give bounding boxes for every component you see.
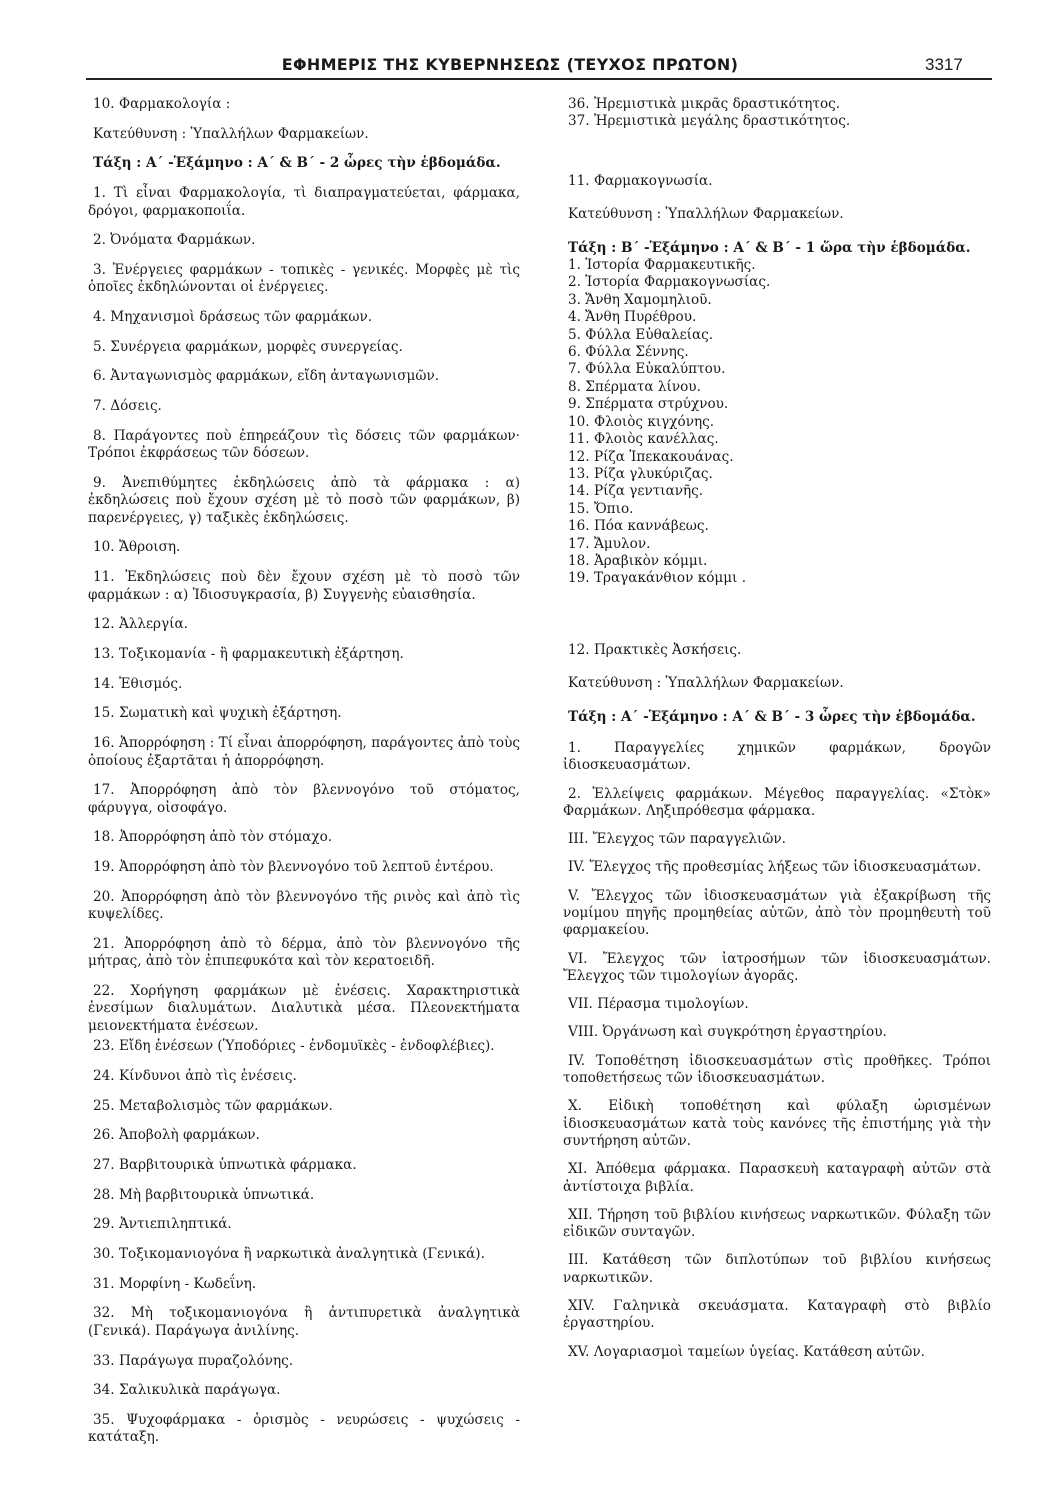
left-column-paragraph: 20. Ἀπορρόφηση ἀπὸ τὸν βλεννογόνο τῆς ρινὸς καὶ ἀπὸ τὶς κυψελίδες. <box>88 888 520 923</box>
left-column-paragraph: Τάξη : Α΄ -Ἑξάμηνο : Α΄ & Β΄ - 2 ὧρες τὴν ἑβδομάδα. <box>93 155 501 172</box>
left-column-paragraph: 25. Μεταβολισμὸς τῶν φαρμάκων. <box>93 1097 333 1114</box>
left-column-paragraph: 24. Κίνδυνοι ἀπὸ τὶς ἐνέσεις. <box>93 1067 297 1084</box>
left-column-paragraph: 18. Ἀπορρόφηση ἀπὸ τὸν στόμαχο. <box>93 829 333 846</box>
left-column-paragraph: 9. Ἀνεπιθύμητες ἐκδηλώσεις ἀπὸ τὰ φάρμακα : α) ἐκδηλώσεις ποὺ ἔχουν σχέση μὲ τὸ ποσὸ τῶν φαρμάκων, β) παρενέργειες, γ) ταξικὲς ἐκδηλώσεις. <box>88 474 520 526</box>
left-column-paragraph: 15. Σωματικὴ καὶ ψυχικὴ ἐξάρτηση. <box>93 705 342 722</box>
left-column-paragraph: 16. Ἀπορρόφηση : Τί εἶναι ἀπορρόφηση, παράγοντες ἀπὸ τοὺς ὁποίους ἐξαρτᾶται ἡ ἀπορρόφηση. <box>88 735 520 769</box>
right-column <box>563 96 991 1361</box>
left-column-paragraph: 12. Ἀλλεργία. <box>93 616 188 633</box>
left-column-paragraph: 32. Μὴ τοξικομανιογόνα ἢ ἀντιπυρετικὰ ἀναλγητικὰ (Γενικά). Παράγωγα ἀνιλίνης. <box>88 1305 520 1339</box>
right-column-paragraph: 12. Ρίζα Ἰπεκακουάνας. <box>568 448 734 465</box>
right-column-paragraph: III. Κατάθεση τῶν διπλοτύπων τοῦ βιβλίου κινήσεως ναρκωτικῶν. <box>563 1252 991 1286</box>
right-column-paragraph: VII. Πέρασμα τιμολογίων. <box>568 996 749 1013</box>
gazette-title: ΕΦΗΜΕΡΙΣ ΤΗΣ ΚΥΒΕΡΝΗΣΕΩΣ (ΤΕΥΧΟΣ ΠΡΩΤΟΝ) <box>281 55 739 74</box>
right-column-paragraph: 16. Πόα καννάβεως. <box>568 518 709 535</box>
right-column-paragraph: 14. Ρίζα γεντιανῆς. <box>568 483 704 500</box>
right-column-paragraph: 1. Παραγγελίες χημικῶν φαρμάκων, δρογῶν ἰδιοσκευασμάτων. <box>563 739 991 774</box>
right-column-paragraph: XII. Τήρηση τοῦ βιβλίου κινήσεως ναρκωτικῶν. Φύλαξη τῶν εἰδικῶν συνταγῶν. <box>563 1206 991 1241</box>
page-number: 3317 <box>925 55 963 74</box>
left-column-paragraph: 13. Τοξικομανία - ἢ φαρμακευτικὴ ἐξάρτηση. <box>93 645 404 662</box>
right-column-paragraph: 18. Ἀραβικὸν κόμμι. <box>568 552 708 569</box>
left-column-paragraph: 10. Ἄθροιση. <box>93 539 181 556</box>
left-column-paragraph: 2. Ὀνόματα Φαρμάκων. <box>93 232 256 249</box>
right-column-paragraph: VIII. Ὀργάνωση καὶ συγκρότηση ἐργαστηρίου. <box>568 1024 887 1041</box>
right-column-paragraph: XIV. Γαληνικὰ σκευάσματα. Καταγραφὴ στὸ βιβλίο ἐργαστηρίου. <box>563 1298 991 1332</box>
left-column-paragraph: 1. Τὶ εἶναι Φαρμακολογία, τὶ διαπραγματεύεται, φάρμακα, δρόγοι, φαρμακοποιΐα. <box>88 185 520 219</box>
right-column-paragraph: 11. Φαρμακογνωσία. <box>568 172 713 189</box>
right-column-paragraph: 17. Ἄμυλον. <box>568 535 651 552</box>
right-column-paragraph: III. Ἔλεγχος τῶν παραγγελιῶν. <box>568 831 786 848</box>
left-column-paragraph: 35. Ψυχοφάρμακα - ὁρισμὸς - νευρώσεις - ψυχώσεις - κατάταξη. <box>88 1412 520 1446</box>
right-column-paragraph: 15. Ὄπιο. <box>568 500 634 517</box>
left-column-paragraph: 3. Ἐνέργειες φαρμάκων - τοπικὲς - γενικές. Μορφὲς μὲ τὶς ὁποῖες ἐκδηλώνονται οἱ ἐνέργειες. <box>88 261 520 296</box>
left-column <box>88 96 520 1447</box>
left-column-paragraph: 4. Μηχανισμοὶ δράσεως τῶν φαρμάκων. <box>93 309 373 326</box>
right-column-paragraph: 36. Ἠρεμιστικὰ μικρᾶς δραστικότητος. <box>568 96 841 112</box>
right-column-paragraph: 6. Φύλλα Σέννης. <box>568 344 689 361</box>
left-column-paragraph: 6. Ἀνταγωνισμὸς φαρμάκων, εἴδη ἀνταγωνισμῶν. <box>93 368 440 385</box>
right-column-paragraph: XI. Ἀπόθεμα φάρμακα. Παρασκευὴ καταγραφὴ αὐτῶν στὰ ἀντίστοιχα βιβλία. <box>563 1161 991 1195</box>
right-column-paragraph: 4. Ἄνθη Πυρέθρου. <box>568 309 697 326</box>
right-column-paragraph: 2. Ἐλλείψεις φαρμάκων. Μέγεθος παραγγελίας. «Στὸκ» Φαρμάκων. Ληξιπρόθεσμα φάρμακα. <box>563 785 991 819</box>
right-column-paragraph: 3. Ἄνθη Χαμομηλιοῦ. <box>568 291 712 308</box>
right-column-paragraph: 19. Τραγακάνθιον κόμμι . <box>568 570 747 587</box>
left-column-paragraph: 7. Δόσεις. <box>93 398 162 415</box>
left-column-paragraph: 17. Ἀπορρόφηση ἀπὸ τὸν βλεννογόνο τοῦ στόματος, φάρυγγα, οἰσοφάγο. <box>88 782 520 816</box>
right-column-paragraph: Τάξη : Β΄ -Ἑξάμηνο : Α΄ & Β΄ - 1 ὥρα τὴν ἑβδομάδα. <box>568 239 971 256</box>
right-column-paragraph: Κατεύθυνση : Ὑπαλλήλων Φαρμακείων. <box>568 675 844 692</box>
right-column-paragraph: VI. Ἔλεγχος τῶν ἰατροσήμων τῶν ἰδιοσκευασμάτων. Ἔλεγχος τῶν τιμολογίων ἀγορᾶς. <box>563 950 991 985</box>
right-column-paragraph: Τάξη : Α΄ -Ἑξάμηνο : Α΄ & Β΄ - 3 ὧρες τὴν ἑβδομάδα. <box>568 708 976 725</box>
right-column-paragraph: 12. Πρακτικὲς Ἀσκήσεις. <box>568 641 742 658</box>
left-column-paragraph: 21. Ἀπορρόφηση ἀπὸ τὸ δέρμα, ἀπὸ τὸν βλεννογόνο τῆς μήτρας, ἀπὸ τὸν ἐπιπεφυκότα καὶ τὸν κερατοειδῆ. <box>88 935 520 970</box>
right-column-paragraph: IV. Τοποθέτηση ἰδιοσκευασμάτων στὶς προθῆκες. Τρόποι τοποθετήσεως τῶν ἰδιοσκευασμάτων. <box>563 1052 991 1087</box>
right-column-paragraph: 11. Φλοιὸς κανέλλας. <box>568 431 719 448</box>
left-column-paragraph: 22. Χορήγηση φαρμάκων μὲ ἐνέσεις. Χαρακτηριστικὰ ἐνεσίμων διαλυμάτων. Διαλυτικὰ μέσα. Πλεονεκτήματα μειονεκτήματα ἐνέσεων. <box>88 982 520 1034</box>
right-column-paragraph: 1. Ἱστορία Φαρμακευτικῆς. <box>568 257 756 274</box>
left-column-paragraph: 8. Παράγοντες ποὺ ἐπηρεάζουν τὶς δόσεις τῶν φαρμάκων· Τρόποι ἐκφράσεως τῶν δόσεων. <box>88 427 520 462</box>
left-column-paragraph: 27. Βαρβιτουρικὰ ὑπνωτικὰ φάρμακα. <box>93 1156 357 1173</box>
right-column-paragraph: 37. Ἠρεμιστικὰ μεγάλης δραστικότητος. <box>568 113 851 130</box>
right-column-paragraph: 5. Φύλλα Εὐθαλείας. <box>568 326 714 343</box>
left-column-paragraph: 30. Τοξικομανιογόνα ἢ ναρκωτικὰ ἀναλγητικὰ (Γενικά). <box>93 1246 485 1263</box>
right-column-paragraph: 13. Ρίζα γλυκύριζας. <box>568 465 713 482</box>
right-column-paragraph: V. Ἔλεγχος τῶν ἰδιοσκευασμάτων γιὰ ἐξακρίβωση τῆς νομίμου πηγῆς προμηθείας αὐτῶν, ἀπὸ τὸν προμηθευτὴ τοῦ φαρμακείου. <box>563 887 991 939</box>
right-column-paragraph: Χ. Εἰδικὴ τοποθέτηση καὶ φύλαξη ὡρισμένων ἰδιοσκευασμάτων κατὰ τοὺς κανόνες τῆς ἐπιστήμης γιὰ τὴν συντήρηση αὐτῶν. <box>563 1098 991 1150</box>
left-column-paragraph: Κατεύθυνση : Ὑπαλλήλων Φαρμακείων. <box>93 125 369 142</box>
header-rule <box>86 78 992 80</box>
right-column-paragraph: IV. Ἔλεγχος τῆς προθεσμίας λήξεως τῶν ἰδιοσκευασμάτων. <box>568 859 982 876</box>
left-column-paragraph: 33. Παράγωγα πυραζολόνης. <box>93 1352 294 1369</box>
left-column-paragraph: 34. Σαλικυλικὰ παράγωγα. <box>93 1382 281 1399</box>
right-column-paragraph: 2. Ἱστορία Φαρμακογνωσίας. <box>568 274 771 291</box>
right-column-paragraph: XV. Λογαριασμοὶ ταμείων ὑγείας. Κατάθεση αὐτῶν. <box>568 1343 925 1360</box>
left-column-paragraph: 5. Συνέργεια φαρμάκων, μορφὲς συνεργείας. <box>93 338 403 355</box>
left-column-paragraph: 11. Ἐκδηλώσεις ποὺ δὲν ἔχουν σχέση μὲ τὸ ποσὸ τῶν φαρμάκων : α) Ἰδιοσυγκρασία, β) Συγγενὴς εὐαισθησία. <box>88 569 520 603</box>
left-column-paragraph: 31. Μορφίνη - Κωδεΐνη. <box>93 1275 257 1292</box>
left-column-paragraph: 29. Ἀντιεπιληπτικά. <box>93 1216 232 1233</box>
left-column-paragraph: 28. Μὴ βαρβιτουρικὰ ὑπνωτικά. <box>93 1186 315 1203</box>
left-column-paragraph: 14. Ἐθισμός. <box>93 675 183 692</box>
right-column-paragraph: 9. Σπέρματα στρύχνου. <box>568 396 729 413</box>
left-column-paragraph: 26. Ἀποβολὴ φαρμάκων. <box>93 1127 260 1144</box>
right-column-paragraph: 7. Φύλλα Εὐκαλύπτου. <box>568 361 726 378</box>
right-column-paragraph: 10. Φλοιὸς κιγχόνης. <box>568 413 715 430</box>
right-column-paragraph: Κατεύθυνση : Ὑπαλλήλων Φαρμακείων. <box>568 206 844 223</box>
left-column-paragraph: 10. Φαρμακολογία : <box>93 96 231 112</box>
left-column-paragraph: 23. Εἴδη ἐνέσεων (Ὑποδόριες - ἐνδομυϊκὲς - ἐνδοφλέβιες). <box>93 1038 495 1055</box>
right-column-paragraph: 8. Σπέρματα λίνου. <box>568 378 701 395</box>
left-column-paragraph: 19. Ἀπορρόφηση ἀπὸ τὸν βλεννογόνο τοῦ λεπτοῦ ἐντέρου. <box>93 859 494 876</box>
